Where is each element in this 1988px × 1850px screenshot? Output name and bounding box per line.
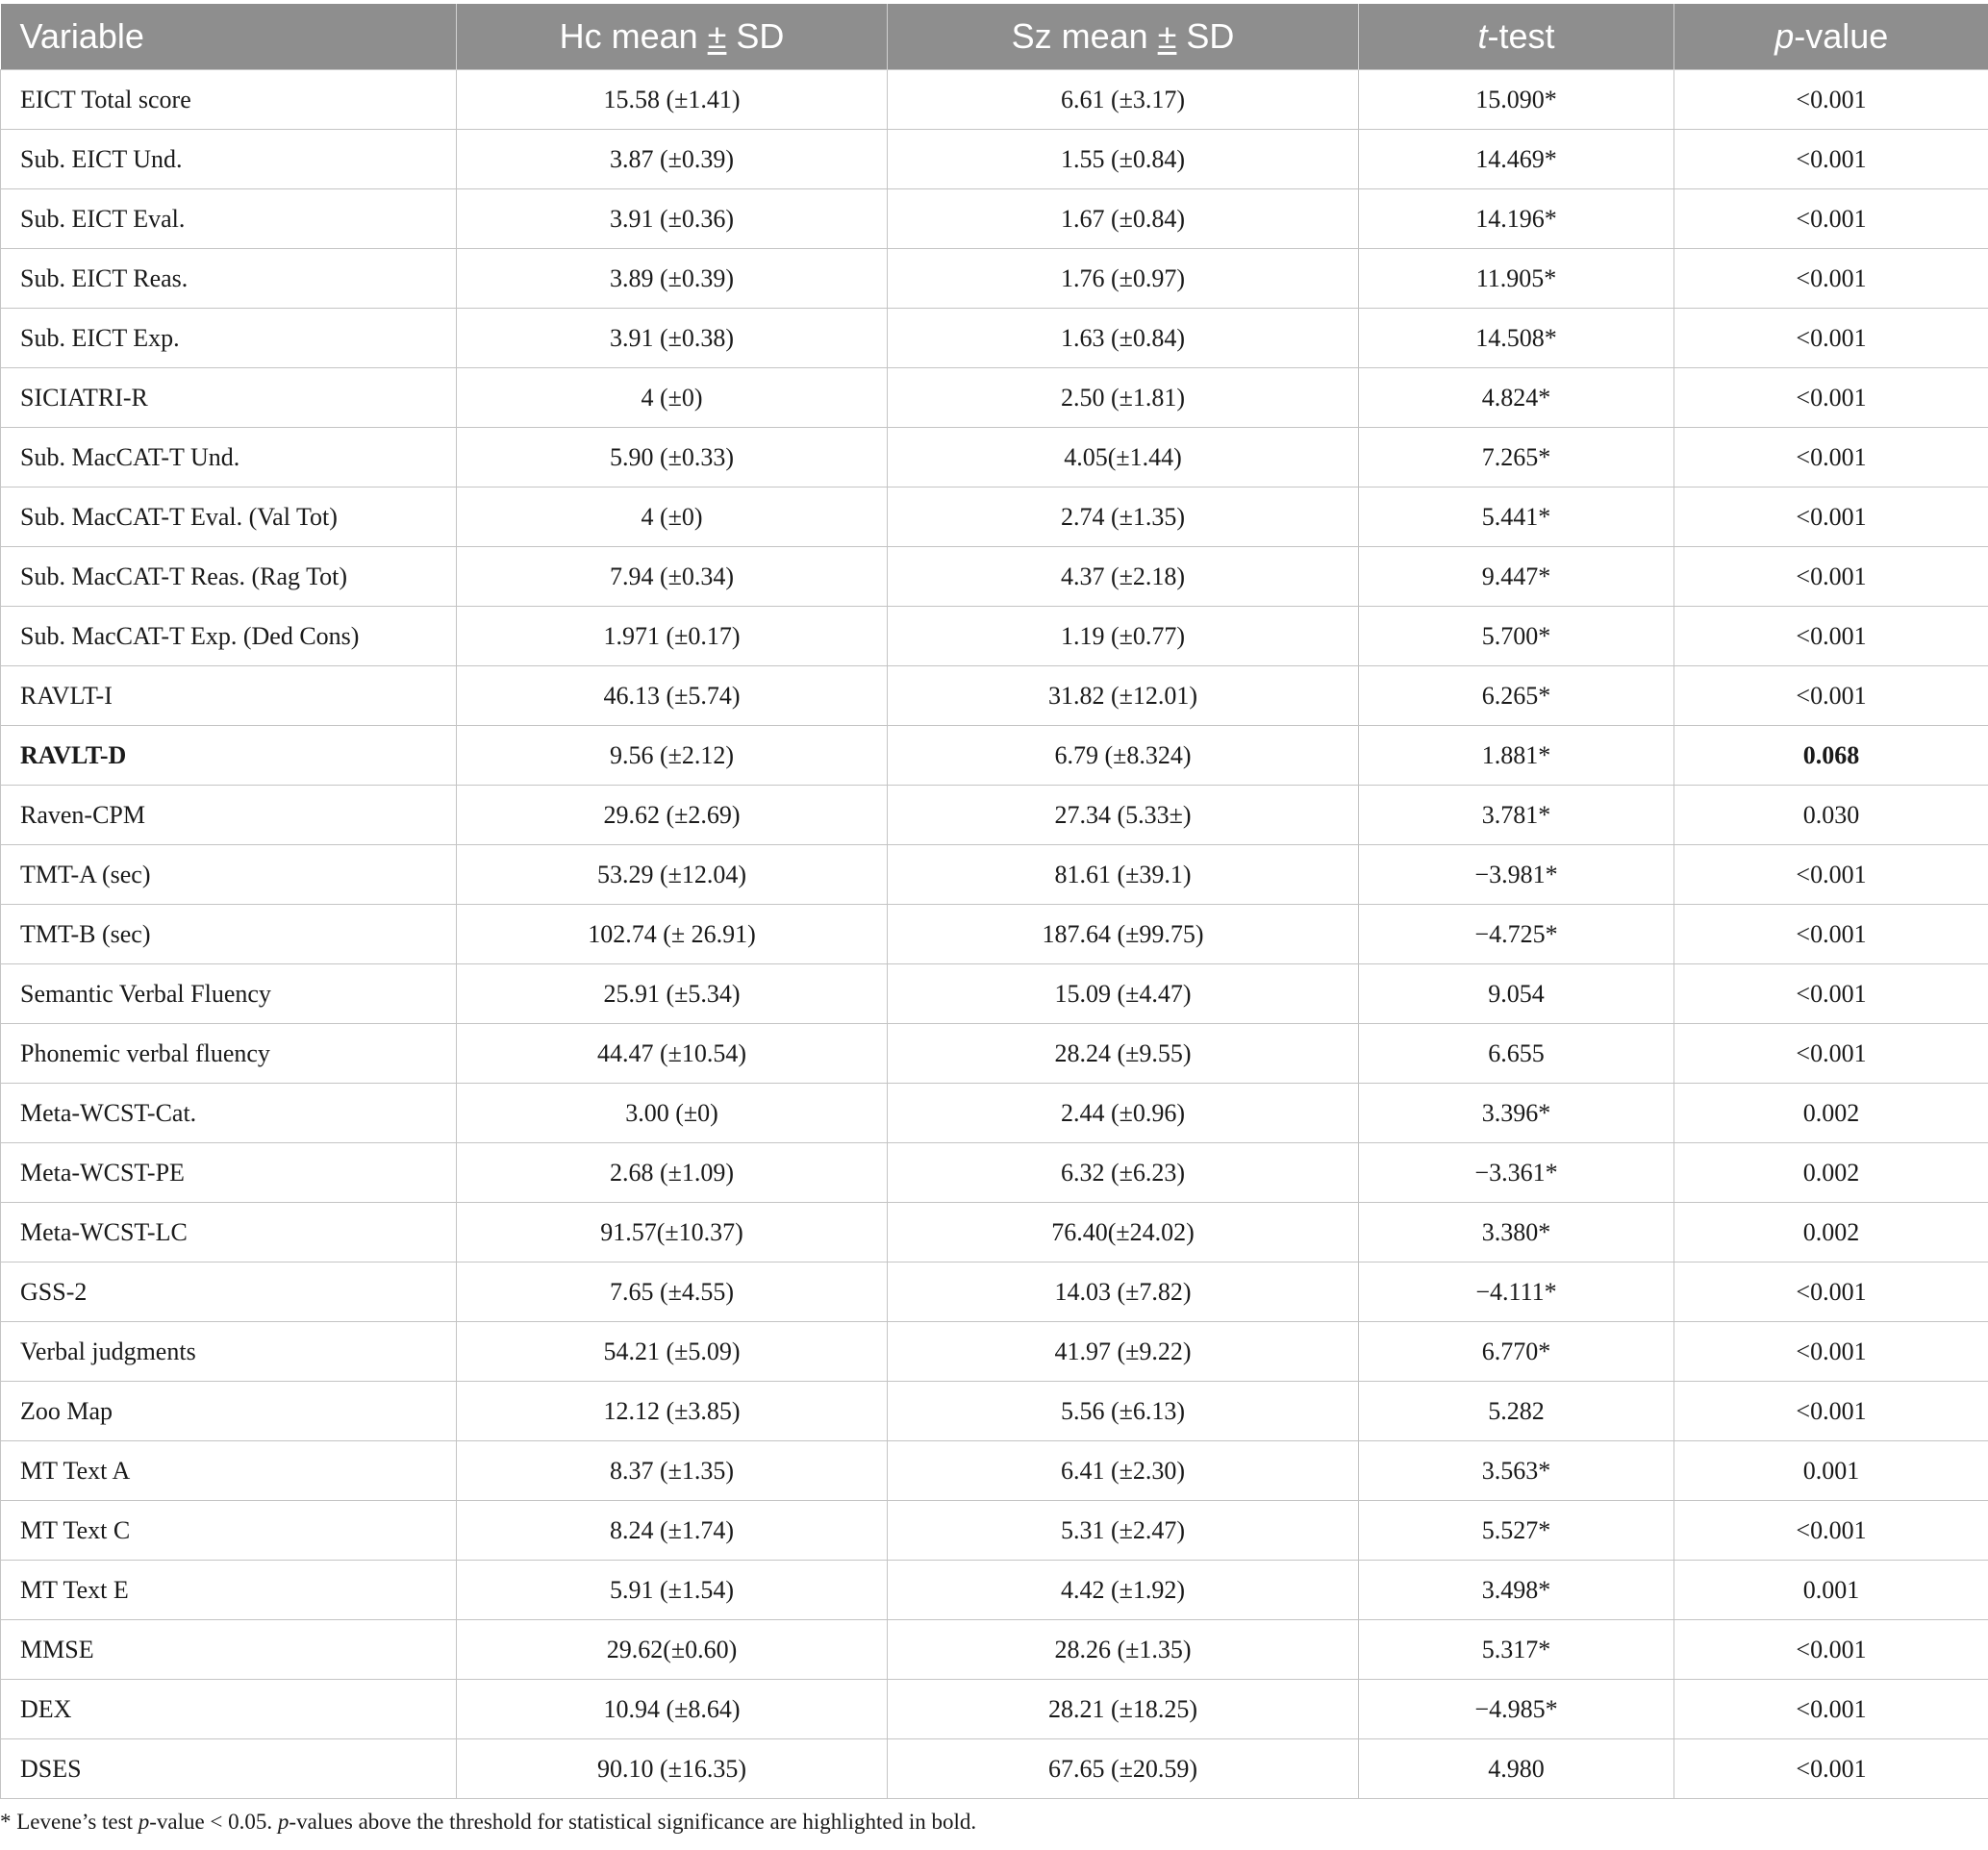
- cell-sz-mean-sd: 2.44 (±0.96): [888, 1084, 1359, 1143]
- cell-p-value: <0.001: [1674, 845, 1988, 905]
- cell-sz-mean-sd: 27.34 (5.33±): [888, 786, 1359, 845]
- cell-t-test: 15.090*: [1359, 70, 1674, 130]
- cell-p-value: <0.001: [1674, 905, 1988, 964]
- cell-sz-mean-sd: 2.50 (±1.81): [888, 368, 1359, 428]
- cell-hc-mean-sd: 53.29 (±12.04): [457, 845, 888, 905]
- cell-variable: GSS-2: [1, 1262, 457, 1322]
- cell-p-value: <0.001: [1674, 368, 1988, 428]
- table-row: [1, 488, 1988, 547]
- table-row: [1, 845, 1988, 905]
- header-sz: [888, 4, 1359, 70]
- table-row: [1, 607, 1988, 666]
- cell-variable: Verbal judgments: [1, 1322, 457, 1382]
- cell-p-value: <0.001: [1674, 607, 1988, 666]
- cell-variable: MT Text C: [1, 1501, 457, 1561]
- cell-t-test: 4.980: [1359, 1739, 1674, 1799]
- cell-sz-mean-sd: 4.42 (±1.92): [888, 1561, 1359, 1620]
- cell-p-value: <0.001: [1674, 1739, 1988, 1799]
- header-p-italic: p: [1774, 16, 1795, 56]
- cell-variable: TMT-A (sec): [1, 845, 457, 905]
- cell-t-test: 6.770*: [1359, 1322, 1674, 1382]
- header-hc-pm: ±: [707, 16, 727, 56]
- results-table-container: [0, 4, 1988, 1799]
- table-row: [1, 1203, 1988, 1262]
- cell-hc-mean-sd: 4 (±0): [457, 488, 888, 547]
- cell-variable: DEX: [1, 1680, 457, 1739]
- cell-variable: Meta-WCST-LC: [1, 1203, 457, 1262]
- cell-p-value: <0.001: [1674, 70, 1988, 130]
- header-sz-pm: ±: [1157, 16, 1177, 56]
- cell-t-test: 5.317*: [1359, 1620, 1674, 1680]
- cell-sz-mean-sd: 28.24 (±9.55): [888, 1024, 1359, 1084]
- cell-hc-mean-sd: 91.57(±10.37): [457, 1203, 888, 1262]
- table-row: [1, 726, 1988, 786]
- table-row: [1, 1143, 1988, 1203]
- table-row: [1, 1262, 1988, 1322]
- table-row: [1, 786, 1988, 845]
- cell-p-value: 0.002: [1674, 1203, 1988, 1262]
- header-sz-prefix: Sz mean: [1011, 16, 1158, 56]
- cell-variable: DSES: [1, 1739, 457, 1799]
- cell-hc-mean-sd: 46.13 (±5.74): [457, 666, 888, 726]
- cell-hc-mean-sd: 29.62 (±2.69): [457, 786, 888, 845]
- cell-hc-mean-sd: 3.00 (±0): [457, 1084, 888, 1143]
- cell-p-value: 0.068: [1674, 726, 1988, 786]
- cell-hc-mean-sd: 3.87 (±0.39): [457, 130, 888, 189]
- cell-t-test: 5.700*: [1359, 607, 1674, 666]
- table-row: [1, 1382, 1988, 1441]
- header-t-italic: t: [1477, 16, 1488, 56]
- cell-t-test: 6.265*: [1359, 666, 1674, 726]
- footnote-part2: -value < 0.05.: [149, 1810, 278, 1834]
- cell-p-value: <0.001: [1674, 547, 1988, 607]
- cell-sz-mean-sd: 4.37 (±2.18): [888, 547, 1359, 607]
- cell-variable: TMT-B (sec): [1, 905, 457, 964]
- cell-sz-mean-sd: 28.26 (±1.35): [888, 1620, 1359, 1680]
- table-row: [1, 1024, 1988, 1084]
- cell-p-value: <0.001: [1674, 1262, 1988, 1322]
- header-hc: [457, 4, 888, 70]
- cell-p-value: <0.001: [1674, 1322, 1988, 1382]
- cell-p-value: <0.001: [1674, 309, 1988, 368]
- table-row: [1, 1084, 1988, 1143]
- cell-t-test: 7.265*: [1359, 428, 1674, 488]
- cell-hc-mean-sd: 25.91 (±5.34): [457, 964, 888, 1024]
- cell-hc-mean-sd: 44.47 (±10.54): [457, 1024, 888, 1084]
- table-row: [1, 905, 1988, 964]
- header-hc-suffix: SD: [726, 16, 785, 56]
- cell-hc-mean-sd: 12.12 (±3.85): [457, 1382, 888, 1441]
- cell-sz-mean-sd: 6.41 (±2.30): [888, 1441, 1359, 1501]
- cell-variable: Raven-CPM: [1, 786, 457, 845]
- cell-sz-mean-sd: 1.55 (±0.84): [888, 130, 1359, 189]
- cell-t-test: 14.469*: [1359, 130, 1674, 189]
- cell-hc-mean-sd: 7.65 (±4.55): [457, 1262, 888, 1322]
- header-t-rest: -test: [1487, 16, 1555, 56]
- cell-hc-mean-sd: 9.56 (±2.12): [457, 726, 888, 786]
- header-variable-label: Variable: [19, 16, 144, 56]
- table-row: [1, 1620, 1988, 1680]
- header-sz-suffix: SD: [1176, 16, 1235, 56]
- cell-p-value: <0.001: [1674, 666, 1988, 726]
- cell-p-value: <0.001: [1674, 1620, 1988, 1680]
- cell-t-test: 3.563*: [1359, 1441, 1674, 1501]
- cell-variable: Sub. EICT Und.: [1, 130, 457, 189]
- cell-hc-mean-sd: 29.62(±0.60): [457, 1620, 888, 1680]
- cell-variable: MMSE: [1, 1620, 457, 1680]
- table-row: [1, 428, 1988, 488]
- cell-sz-mean-sd: 67.65 (±20.59): [888, 1739, 1359, 1799]
- table-row: [1, 70, 1988, 130]
- cell-t-test: 11.905*: [1359, 249, 1674, 309]
- cell-p-value: <0.001: [1674, 1501, 1988, 1561]
- cell-sz-mean-sd: 6.61 (±3.17): [888, 70, 1359, 130]
- cell-sz-mean-sd: 4.05(±1.44): [888, 428, 1359, 488]
- cell-t-test: 9.447*: [1359, 547, 1674, 607]
- results-table: [0, 4, 1988, 1799]
- cell-sz-mean-sd: 76.40(±24.02): [888, 1203, 1359, 1262]
- cell-variable: Phonemic verbal fluency: [1, 1024, 457, 1084]
- cell-variable: EICT Total score: [1, 70, 457, 130]
- cell-variable: Meta-WCST-PE: [1, 1143, 457, 1203]
- cell-p-value: <0.001: [1674, 189, 1988, 249]
- cell-t-test: 14.196*: [1359, 189, 1674, 249]
- header-p-rest: -value: [1794, 16, 1889, 56]
- cell-t-test: 3.781*: [1359, 786, 1674, 845]
- header-p-value: [1674, 4, 1988, 70]
- cell-hc-mean-sd: 15.58 (±1.41): [457, 70, 888, 130]
- cell-variable: MT Text A: [1, 1441, 457, 1501]
- cell-hc-mean-sd: 8.37 (±1.35): [457, 1441, 888, 1501]
- footnote-part3: -values above the threshold for statistical significance are highlighted in bold.: [289, 1810, 977, 1834]
- cell-variable: SICIATRI-R: [1, 368, 457, 428]
- cell-t-test: 3.498*: [1359, 1561, 1674, 1620]
- cell-sz-mean-sd: 81.61 (±39.1): [888, 845, 1359, 905]
- cell-sz-mean-sd: 1.63 (±0.84): [888, 309, 1359, 368]
- cell-t-test: 6.655: [1359, 1024, 1674, 1084]
- cell-t-test: −4.985*: [1359, 1680, 1674, 1739]
- cell-variable: Semantic Verbal Fluency: [1, 964, 457, 1024]
- table-row: [1, 1739, 1988, 1799]
- cell-t-test: 14.508*: [1359, 309, 1674, 368]
- cell-sz-mean-sd: 15.09 (±4.47): [888, 964, 1359, 1024]
- cell-hc-mean-sd: 3.91 (±0.38): [457, 309, 888, 368]
- cell-sz-mean-sd: 1.19 (±0.77): [888, 607, 1359, 666]
- cell-variable: RAVLT-D: [1, 726, 457, 786]
- cell-sz-mean-sd: 31.82 (±12.01): [888, 666, 1359, 726]
- cell-sz-mean-sd: 41.97 (±9.22): [888, 1322, 1359, 1382]
- cell-hc-mean-sd: 4 (±0): [457, 368, 888, 428]
- cell-hc-mean-sd: 102.74 (± 26.91): [457, 905, 888, 964]
- header-hc-prefix: Hc mean: [559, 16, 708, 56]
- cell-hc-mean-sd: 8.24 (±1.74): [457, 1501, 888, 1561]
- cell-sz-mean-sd: 6.32 (±6.23): [888, 1143, 1359, 1203]
- cell-sz-mean-sd: 6.79 (±8.324): [888, 726, 1359, 786]
- cell-variable: Sub. EICT Exp.: [1, 309, 457, 368]
- cell-t-test: −4.111*: [1359, 1262, 1674, 1322]
- cell-variable: Sub. MacCAT-T Exp. (Ded Cons): [1, 607, 457, 666]
- cell-variable: MT Text E: [1, 1561, 457, 1620]
- cell-hc-mean-sd: 5.90 (±0.33): [457, 428, 888, 488]
- cell-p-value: 0.001: [1674, 1441, 1988, 1501]
- cell-p-value: 0.002: [1674, 1084, 1988, 1143]
- cell-t-test: 5.282: [1359, 1382, 1674, 1441]
- footnote-part1: * Levene’s test: [0, 1810, 138, 1834]
- cell-sz-mean-sd: 5.31 (±2.47): [888, 1501, 1359, 1561]
- cell-hc-mean-sd: 10.94 (±8.64): [457, 1680, 888, 1739]
- footnote-p1-italic: p: [138, 1810, 150, 1834]
- cell-t-test: −3.981*: [1359, 845, 1674, 905]
- cell-sz-mean-sd: 28.21 (±18.25): [888, 1680, 1359, 1739]
- cell-sz-mean-sd: 14.03 (±7.82): [888, 1262, 1359, 1322]
- table-row: [1, 547, 1988, 607]
- cell-t-test: 5.441*: [1359, 488, 1674, 547]
- cell-p-value: <0.001: [1674, 964, 1988, 1024]
- cell-p-value: <0.001: [1674, 428, 1988, 488]
- table-row: [1, 1561, 1988, 1620]
- table-row: [1, 189, 1988, 249]
- table-row: [1, 249, 1988, 309]
- cell-t-test: −3.361*: [1359, 1143, 1674, 1203]
- cell-t-test: 5.527*: [1359, 1501, 1674, 1561]
- cell-p-value: 0.001: [1674, 1561, 1988, 1620]
- header-row: [1, 4, 1988, 70]
- cell-sz-mean-sd: 1.76 (±0.97): [888, 249, 1359, 309]
- footnote-p2-italic: p: [277, 1810, 289, 1834]
- cell-hc-mean-sd: 5.91 (±1.54): [457, 1561, 888, 1620]
- cell-p-value: <0.001: [1674, 488, 1988, 547]
- cell-variable: Meta-WCST-Cat.: [1, 1084, 457, 1143]
- table-body: [1, 70, 1988, 1799]
- cell-variable: Sub. MacCAT-T Eval. (Val Tot): [1, 488, 457, 547]
- cell-variable: Sub. EICT Eval.: [1, 189, 457, 249]
- cell-p-value: <0.001: [1674, 130, 1988, 189]
- cell-t-test: 3.396*: [1359, 1084, 1674, 1143]
- cell-t-test: −4.725*: [1359, 905, 1674, 964]
- cell-t-test: 1.881*: [1359, 726, 1674, 786]
- cell-variable: RAVLT-I: [1, 666, 457, 726]
- table-row: [1, 1501, 1988, 1561]
- table-row: [1, 1680, 1988, 1739]
- table-footnote: [0, 1810, 976, 1835]
- cell-variable: Zoo Map: [1, 1382, 457, 1441]
- table-row: [1, 368, 1988, 428]
- cell-p-value: <0.001: [1674, 1680, 1988, 1739]
- header-t-test: [1359, 4, 1674, 70]
- cell-variable: Sub. MacCAT-T Reas. (Rag Tot): [1, 547, 457, 607]
- cell-p-value: <0.001: [1674, 1382, 1988, 1441]
- cell-t-test: 9.054: [1359, 964, 1674, 1024]
- table-row: [1, 1441, 1988, 1501]
- cell-hc-mean-sd: 1.971 (±0.17): [457, 607, 888, 666]
- cell-p-value: <0.001: [1674, 249, 1988, 309]
- cell-p-value: 0.030: [1674, 786, 1988, 845]
- table-row: [1, 130, 1988, 189]
- table-row: [1, 1322, 1988, 1382]
- cell-sz-mean-sd: 187.64 (±99.75): [888, 905, 1359, 964]
- cell-hc-mean-sd: 2.68 (±1.09): [457, 1143, 888, 1203]
- cell-t-test: 3.380*: [1359, 1203, 1674, 1262]
- cell-hc-mean-sd: 54.21 (±5.09): [457, 1322, 888, 1382]
- header-variable: [1, 4, 457, 70]
- cell-p-value: 0.002: [1674, 1143, 1988, 1203]
- cell-hc-mean-sd: 3.91 (±0.36): [457, 189, 888, 249]
- table-row: [1, 964, 1988, 1024]
- cell-sz-mean-sd: 5.56 (±6.13): [888, 1382, 1359, 1441]
- cell-variable: Sub. EICT Reas.: [1, 249, 457, 309]
- table-row: [1, 666, 1988, 726]
- table-row: [1, 309, 1988, 368]
- cell-p-value: <0.001: [1674, 1024, 1988, 1084]
- cell-t-test: 4.824*: [1359, 368, 1674, 428]
- table-header: [1, 4, 1988, 70]
- cell-sz-mean-sd: 1.67 (±0.84): [888, 189, 1359, 249]
- cell-sz-mean-sd: 2.74 (±1.35): [888, 488, 1359, 547]
- cell-hc-mean-sd: 7.94 (±0.34): [457, 547, 888, 607]
- cell-variable: Sub. MacCAT-T Und.: [1, 428, 457, 488]
- cell-hc-mean-sd: 3.89 (±0.39): [457, 249, 888, 309]
- cell-hc-mean-sd: 90.10 (±16.35): [457, 1739, 888, 1799]
